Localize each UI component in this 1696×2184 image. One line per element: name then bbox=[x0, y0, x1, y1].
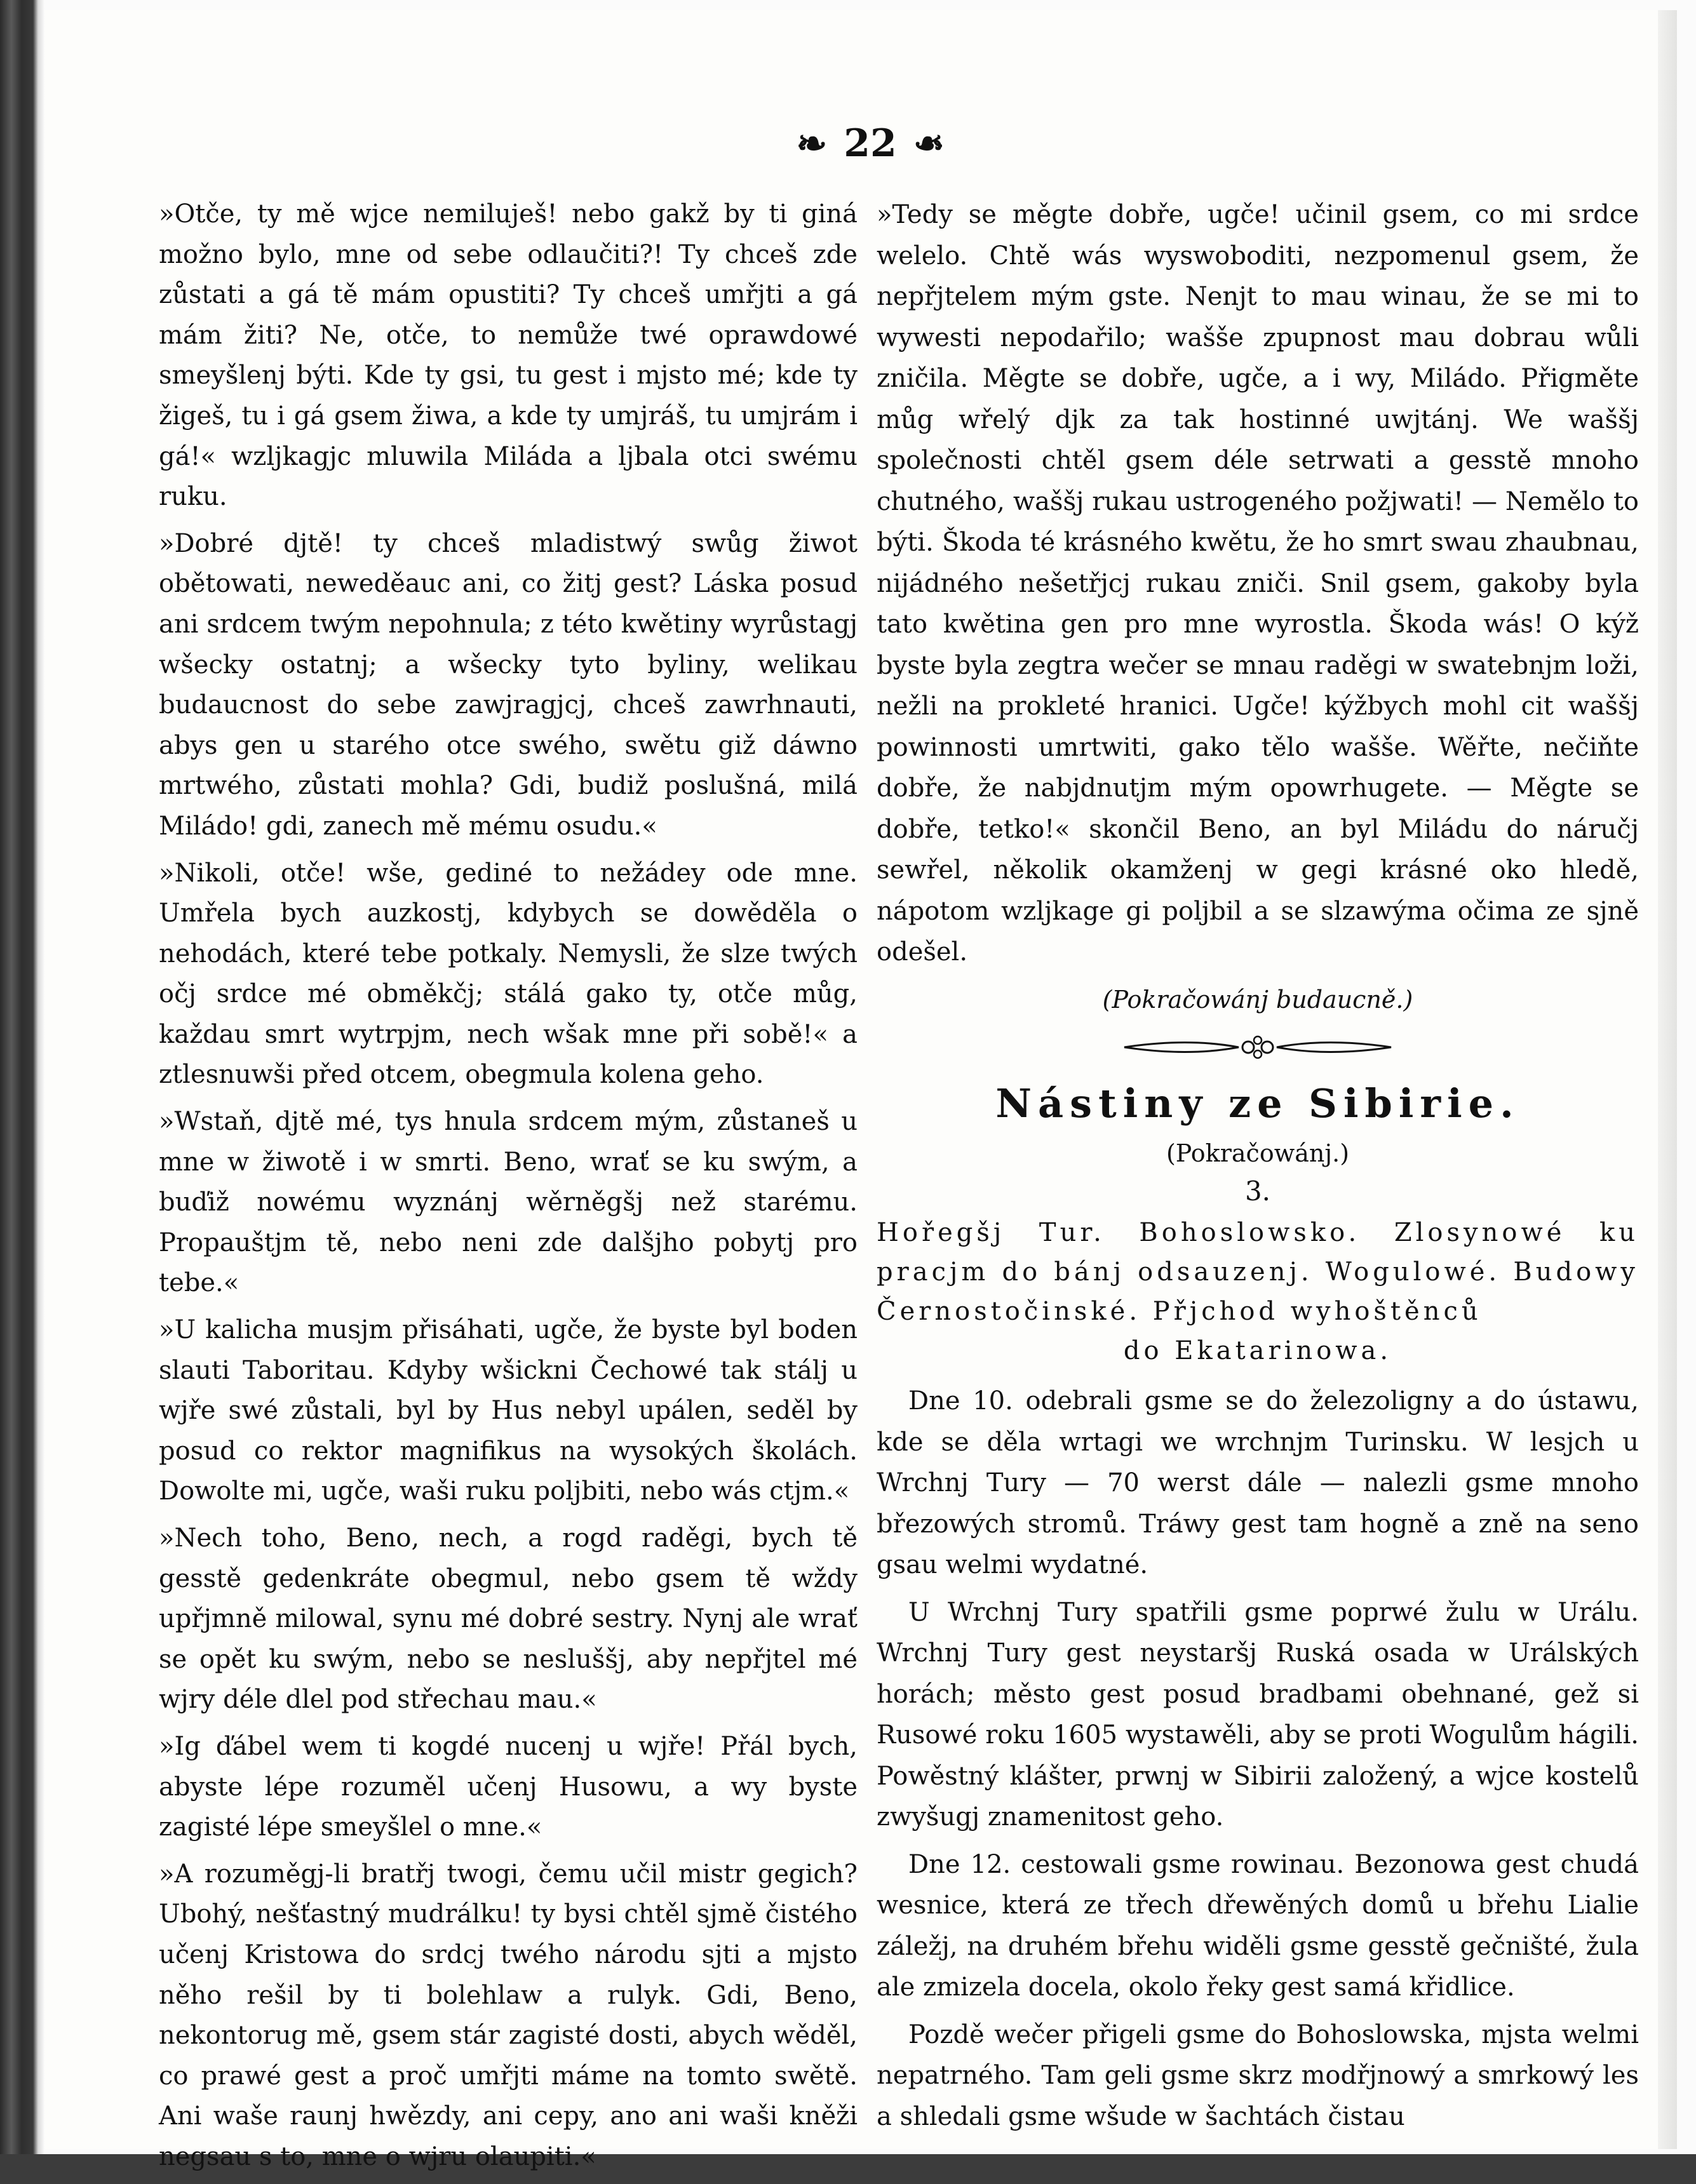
article-title: Nástiny ze Sibirie. bbox=[995, 1080, 1520, 1127]
paragraph: »Dobré djtě! ty chceš mladistwý swůg žiwot obětowati, neweděauc ani, co žitj gest? Láska posud ani srdcem twým nepohnula; z této kwětiny wyrůstagj wšecky ostatnj; a wšecky tyto byliny, welikau budaucnost do sebe zawjragjcj, chceš zawrhnauti, abys gen u starého otce swého, swětu giž dáwno mrtwého, zůstati mohla? Gdi, budiž poslušná, milá Miládo! gdi, zanech mě mému osudu.« bbox=[159, 528, 858, 841]
paragraph: »Nech toho, Beno, nech, a rogd raděgi, bych tě gesstě gedenkráte obegmul, nebo gsem tě wždy upřjmně milowal, synu mé dobré sestry. Nynj ale wrať se opět ku swým, nebo se nesluššj, aby nepřjtel mé wjry déle dlel pod střechau mau.« bbox=[159, 1524, 858, 1715]
page-edge bbox=[1658, 10, 1677, 2149]
continuation-note: (Pokračowánj budaucně.) bbox=[1102, 985, 1413, 1014]
paragraph: »A rozuměgj-li bratřj twogi, čemu učil mistr gegich? Ubohý, nešťastný mudrálku! ty bysi chtěl sjmě čistého učenj Kristowa do srdcj twého národu sjti a mjsto něho rešil by ti bolehlaw a rulyk. Gdi, Beno, nekontorug mě, gsem stár zagisté dosti, abych wěděl, co prawé gest a proč umřjti máme na tomto swětě. Ani waše raunj hwězdy, ani cepy, ano ani waši kněži negsau s to, mne o wjru olaupiti.« bbox=[159, 1859, 858, 2171]
header-ornament-left: ❧ bbox=[796, 122, 828, 165]
section-number: 3. bbox=[1244, 1176, 1271, 1207]
header-ornament-right: ❧ bbox=[913, 122, 945, 165]
ornamental-divider bbox=[1118, 1031, 1397, 1063]
article-subtitle: (Pokračowánj.) bbox=[1166, 1139, 1350, 1167]
left-column bbox=[159, 194, 858, 2184]
paragraph: »Tedy se měgte dobře, ugče! učinil gsem, co mi srdce welelo. Chtě wás wyswoboditi, nezpomenul gsem, že nepřjtelem mým gste. Nenjt to mau winau, že se mi to wywesti nepodařilo; wašše zpupnost mau dobrau wůli zničila. Měgte se dobře, ugče, a i wy, Miládo. Přigměte můg wřelý djk za tak hostinné uwjtánj. We waššj společnosti chtěl gsem déle setrwati a gesstě mnoho chutného, waššj rukau ustrogeného požjwati! — Nemělo to býti. Škoda té krásného kwětu, že ho smrt swau zhaubnau, nijádného nešetřjcj rukau zniči. Snil gsem, gakoby byla tato kwětina gen pro mne wyrostla. Škoda wás! O kýž byste byla zegtra wečer se mnau raděgi w swatebnjm loži, nežli na prokleté hranici. Ugče! kýžbych mohl cit waššj powinnosti umrtwiti, gako tělo wašše. Wěřte, nečiňte dobře, že nabjdnutjm mým opowrhugete. — Měgte se dobře, tetko!« skončil Beno, an byl Miládu do náručj sewřel, několik okamženj w gegi krásné oko hledě, nápotom wzljkage gi poljbil a se slzawýma očima ze sjně odešel. bbox=[877, 200, 1639, 967]
paragraph: Pozdě wečer přigeli gsme do Bohoslowska, mjsta welmi nepatrného. Tam geli gsme skrz modřjnowý a smrkowý les a shledali gsme wšude w šachtách čistau bbox=[877, 2020, 1639, 2131]
right-column bbox=[877, 194, 1639, 2143]
paragraph: »Otče, ty mě wjce nemiluješ! nebo gakž by ti giná možno bylo, mne od sebe odlaučiti?! Ty chceš zde zůstati a gá tě mám opustiti? Ty chceš umřjti a gá mám žiti? Ne, otče, to nemůže twé oprawdowé smeyšlenj býti. Kde ty gsi, tu gest i mjsto mé; kde ty žigeš, tu i gá gsem žiwa, a kde ty umjráš, tu umjrám i gá!« wzljkagjc mluwila Miláda a ljbala otci swému ruku. bbox=[159, 199, 858, 512]
paragraph: Dne 10. odebrali gsme se do železoligny a do ústawu, kde se děla wrtagi we wrchnjm Turinsku. W lesjch u Wrchnj Tury — 70 werst dále — nalezli gsme mnoho březowých stromů. Tráwy gest tam hogně a zně na seno gsau welmi wydatné. bbox=[877, 1386, 1639, 1579]
paragraph: »Ig ďábel wem ti kogdé nucenj u wjře! Přál bych, abyste lépe rozuměl učenj Husowu, a wy byste zagisté lépe smeyšlel o mne.« bbox=[159, 1731, 858, 1842]
paragraph: »Nikoli, otče! wše, gediné to nežádey ode mne. Umřela bych auzkostj, kdybych se dowěděla o nehodách, které tebe potkaly. Nemysli, že slze twých očj srdce mé obměkčj; stálá gako ty, otče můg, každau smrt wytrpjm, nech wšak mne při sobě!« a ztlesnuwši před otcem, obegmula kolena geho. bbox=[159, 858, 858, 1090]
paragraph: »U kalicha musjm přisáhati, ugče, že byste byl boden slauti Taboritau. Kdyby wšickni Čechowé tak stálj u wjře swé zůstali, byl by Hus nebyl upálen, seděl by posud co rektor magnifikus na wysokých školách. Dowolte mi, ugče, waši ruku poljbiti, nebo wás ctjm.« bbox=[159, 1315, 858, 1506]
section-summary-end: do Ekatarinowa. bbox=[1123, 1336, 1392, 1365]
paragraph: »Wstaň, djtě mé, tys hnula srdcem mým, zůstaneš u mne w žiwotě i w smrti. Beno, wrať se ku swým, a buďiž nowému wyznánj wěrněgšj než starému. Propauštjm tě, nebo neni zde dalšjho pobytj pro tebe.« bbox=[159, 1107, 858, 1298]
paragraph: Dne 12. cestowali gsme rowinau. Bezonowa gest chudá wesnice, která ze třech dřewěných domů u břehu Lialie záležj, na druhém břehu widěli gsme gesstě gečništé, žula ale zmizela docela, okolo řeky gest samá křidlice. bbox=[877, 1849, 1639, 2002]
section-summary-text: Hořegšj Tur. Bohoslowsko. Zlosynowé ku pracjm do bánj odsauzenj. Wogulowé. Budowy Černostočinské. Přjchod wyhoštěnců bbox=[877, 1218, 1639, 1326]
paragraph: U Wrchnj Tury spatřili gsme poprwé žulu w Urálu. Wrchnj Tury gest neystaršj Ruská osada w Urálských horách; město gest posud bradbami obehnané, gež si Rusowé roku 1605 wystawěli, aby se proti Wogulům hágili. Powěstný klášter, prwnj w Sibirii založený, a wjce kostelů zwyšugj znamenitost geho. bbox=[877, 1597, 1639, 1832]
page-number: 22 bbox=[844, 121, 897, 166]
book-page bbox=[44, 10, 1677, 2171]
page-header bbox=[743, 118, 997, 169]
section-summary bbox=[877, 1213, 1639, 1370]
